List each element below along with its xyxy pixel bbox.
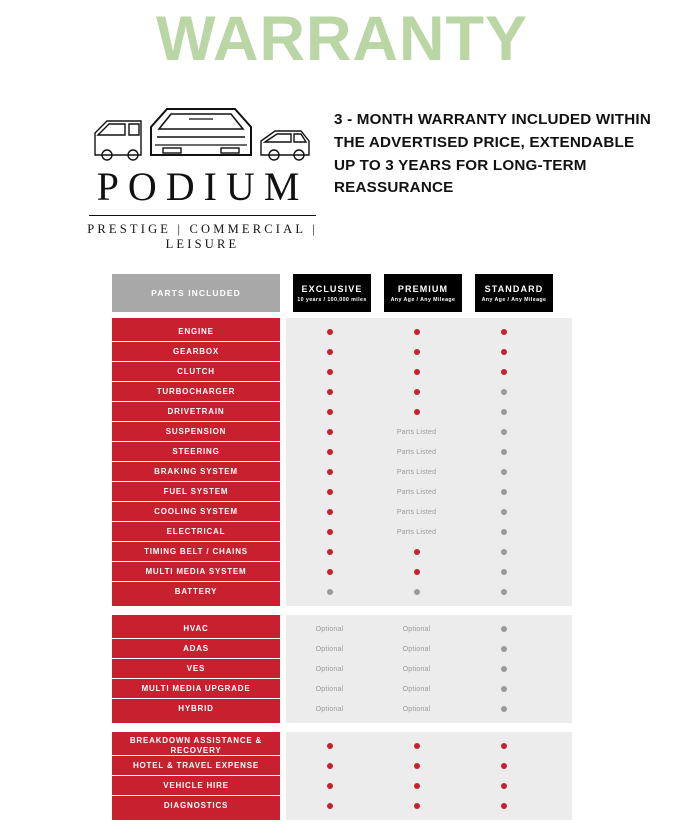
not-covered-dot-icon <box>501 409 507 415</box>
coverage-cell <box>460 743 547 749</box>
coverage-cell <box>460 686 547 692</box>
coverage-note: Parts Listed <box>396 528 437 536</box>
not-covered-dot-icon <box>501 429 507 435</box>
table-row <box>286 562 572 582</box>
coverage-cell <box>286 469 373 475</box>
coverage-cell <box>373 783 460 789</box>
coverage-cell <box>373 389 460 395</box>
coverage-cell <box>373 589 460 595</box>
warranty-table <box>0 252 684 820</box>
table-row <box>286 442 572 462</box>
table-row <box>286 776 572 796</box>
coverage-cell <box>373 706 460 713</box>
coverage-cell <box>286 449 373 455</box>
part-label-column <box>112 732 280 820</box>
covered-dot-icon <box>414 569 420 575</box>
covered-dot-icon <box>501 783 507 789</box>
covered-dot-icon <box>327 763 333 769</box>
coverage-cell <box>460 529 547 535</box>
table-row-label: STEERING <box>112 442 280 462</box>
coverage-cell <box>286 509 373 515</box>
coverage-note: Optional <box>402 665 431 673</box>
covered-dot-icon <box>327 783 333 789</box>
coverage-cell <box>286 569 373 575</box>
coverage-cell <box>460 763 547 769</box>
table-row-label: HVAC <box>112 619 280 639</box>
table-row-label: BREAKDOWN ASSISTANCE & RECOVERY <box>112 736 280 756</box>
table-row <box>286 659 572 679</box>
coverage-cell <box>460 666 547 672</box>
table-row-label: COOLING SYSTEM <box>112 502 280 522</box>
covered-dot-icon <box>414 349 420 355</box>
coverage-cell <box>286 743 373 749</box>
table-row <box>286 699 572 719</box>
plan-header-exclusive <box>293 274 371 312</box>
coverage-cell <box>373 686 460 693</box>
table-row <box>286 619 572 639</box>
logo-divider <box>89 215 316 216</box>
covered-dot-icon <box>327 349 333 355</box>
plan-header-premium <box>384 274 462 312</box>
coverage-note: Parts Listed <box>396 468 437 476</box>
coverage-note: Parts Listed <box>396 448 437 456</box>
part-label-column <box>112 615 280 723</box>
coverage-cell <box>286 589 373 595</box>
not-covered-dot-icon <box>501 549 507 555</box>
coverage-cell <box>373 329 460 335</box>
table-row <box>286 639 572 659</box>
coverage-note: Parts Listed <box>396 428 437 436</box>
coverage-cell <box>373 626 460 633</box>
table-row <box>286 756 572 776</box>
table-header-row <box>112 274 572 312</box>
part-label-column <box>112 318 280 606</box>
coverage-cell <box>286 489 373 495</box>
coverage-cell <box>373 763 460 769</box>
covered-dot-icon <box>327 329 333 335</box>
table-row-label: DIAGNOSTICS <box>163 801 229 811</box>
table-row <box>286 322 572 342</box>
table-row-label: ADAS <box>112 639 280 659</box>
covered-dot-icon <box>414 549 420 555</box>
table-row <box>286 502 572 522</box>
covered-dot-icon <box>327 429 333 435</box>
coverage-note: Parts Listed <box>396 508 437 516</box>
table-row-label: TURBOCHARGER <box>112 382 280 402</box>
coverage-cell <box>373 469 460 476</box>
plan-subtitle: Any Age / Any Mileage <box>481 296 547 303</box>
coverage-cell <box>460 329 547 335</box>
not-covered-dot-icon <box>501 469 507 475</box>
covered-dot-icon <box>501 743 507 749</box>
not-covered-dot-icon <box>501 389 507 395</box>
table-row-label: BATTERY <box>174 587 218 597</box>
coverage-cell <box>373 803 460 809</box>
covered-dot-icon <box>327 549 333 555</box>
coverage-cell <box>460 646 547 652</box>
covered-dot-icon <box>327 509 333 515</box>
coverage-cell <box>460 706 547 712</box>
coverage-note: Optional <box>402 645 431 653</box>
covered-dot-icon <box>414 783 420 789</box>
table-row <box>286 796 572 816</box>
coverage-cell <box>286 409 373 415</box>
coverage-cell <box>373 509 460 516</box>
plan-subtitle: Any Age / Any Mileage <box>390 296 456 303</box>
coverage-cell <box>460 389 547 395</box>
logo-tagline: PRESTIGE | COMMERCIAL | LEISURE <box>87 222 318 251</box>
plan-header-standard <box>475 274 553 312</box>
coverage-cell <box>286 783 373 789</box>
table-group <box>112 732 572 820</box>
covered-dot-icon <box>414 743 420 749</box>
coverage-cell <box>460 469 547 475</box>
table-row-label: MULTI MEDIA UPGRADE <box>112 679 280 699</box>
coverage-cell <box>373 349 460 355</box>
coverage-cell <box>460 549 547 555</box>
coverage-cell <box>373 489 460 496</box>
coverage-cell <box>373 429 460 436</box>
logo-wordmark: PODIUM <box>96 164 309 209</box>
plan-value-column <box>286 732 572 820</box>
coverage-note: Optional <box>315 645 344 653</box>
coverage-note: Optional <box>315 705 344 713</box>
table-row <box>286 736 572 756</box>
table-group <box>112 615 572 723</box>
plan-name: STANDARD <box>484 283 544 294</box>
coverage-cell <box>286 549 373 555</box>
coverage-cell <box>373 743 460 749</box>
coverage-cell <box>373 646 460 653</box>
covered-dot-icon <box>501 349 507 355</box>
covered-dot-icon <box>501 329 507 335</box>
not-covered-dot-icon <box>501 646 507 652</box>
coverage-cell <box>286 529 373 535</box>
coverage-cell <box>460 783 547 789</box>
plan-value-column <box>286 318 572 606</box>
coverage-cell <box>286 626 373 633</box>
not-covered-dot-icon <box>501 706 507 712</box>
not-covered-dot-icon <box>501 686 507 692</box>
covered-dot-icon <box>327 529 333 535</box>
table-row-label: HYBRID <box>178 704 214 714</box>
covered-dot-icon <box>414 409 420 415</box>
coverage-cell <box>460 449 547 455</box>
coverage-cell <box>286 646 373 653</box>
table-row-label: MULTI MEDIA SYSTEM <box>112 562 280 582</box>
coverage-cell <box>286 389 373 395</box>
coverage-cell <box>460 626 547 632</box>
table-row <box>286 462 572 482</box>
coverage-cell <box>460 569 547 575</box>
warranty-headline: 3 - MONTH WARRANTY INCLUDED WITHIN THE ADVERTISED PRICE, EXTENDABLE UP TO 3 YEARS FOR LONG-TERM REASSURANCE <box>334 111 652 197</box>
table-row-label: ENGINE <box>112 322 280 342</box>
table-row <box>286 582 572 602</box>
covered-dot-icon <box>414 803 420 809</box>
not-covered-dot-icon <box>501 529 507 535</box>
coverage-cell <box>286 349 373 355</box>
coverage-cell <box>460 409 547 415</box>
coverage-cell <box>286 429 373 435</box>
table-row-label: GEARBOX <box>112 342 280 362</box>
coverage-cell <box>460 429 547 435</box>
table-row <box>286 482 572 502</box>
table-row <box>286 382 572 402</box>
table-row <box>286 402 572 422</box>
coverage-cell <box>373 409 460 415</box>
coverage-note: Optional <box>402 705 431 713</box>
covered-dot-icon <box>501 803 507 809</box>
plan-name: PREMIUM <box>397 283 449 294</box>
table-group <box>112 318 572 606</box>
coverage-note: Optional <box>402 625 431 633</box>
covered-dot-icon <box>327 743 333 749</box>
not-covered-dot-icon <box>501 626 507 632</box>
plan-subtitle: 10 years / 100,000 miles <box>297 296 367 303</box>
covered-dot-icon <box>327 489 333 495</box>
plan-name: EXCLUSIVE <box>301 283 363 294</box>
coverage-note: Optional <box>315 665 344 673</box>
not-covered-dot-icon <box>501 489 507 495</box>
table-row-label: HOTEL & TRAVEL EXPENSE <box>112 756 280 776</box>
vehicles-illustration-icon <box>85 93 320 165</box>
coverage-cell <box>286 369 373 375</box>
covered-dot-icon <box>414 389 420 395</box>
not-covered-dot-icon <box>501 449 507 455</box>
covered-dot-icon <box>501 369 507 375</box>
coverage-cell <box>460 589 547 595</box>
covered-dot-icon <box>327 389 333 395</box>
covered-dot-icon <box>327 449 333 455</box>
table-row <box>286 679 572 699</box>
coverage-cell <box>286 666 373 673</box>
covered-dot-icon <box>327 569 333 575</box>
table-row <box>286 342 572 362</box>
coverage-cell <box>460 489 547 495</box>
covered-dot-icon <box>327 803 333 809</box>
coverage-cell <box>373 569 460 575</box>
coverage-cell <box>373 666 460 673</box>
coverage-cell <box>460 349 547 355</box>
coverage-cell <box>286 686 373 693</box>
not-covered-dot-icon <box>327 589 333 595</box>
table-row-label: BRAKING SYSTEM <box>112 462 280 482</box>
not-covered-dot-icon <box>501 589 507 595</box>
table-row <box>286 542 572 562</box>
coverage-cell <box>373 529 460 536</box>
coverage-cell <box>286 706 373 713</box>
coverage-note: Parts Listed <box>396 488 437 496</box>
not-covered-dot-icon <box>414 589 420 595</box>
covered-dot-icon <box>414 369 420 375</box>
table-row <box>286 422 572 442</box>
coverage-cell <box>460 369 547 375</box>
coverage-note: Optional <box>315 685 344 693</box>
table-row-label: CLUTCH <box>112 362 280 382</box>
table-row-label: TIMING BELT / CHAINS <box>112 542 280 562</box>
covered-dot-icon <box>501 763 507 769</box>
header-row <box>0 71 684 252</box>
coverage-cell <box>373 449 460 456</box>
table-row-label: DRIVETRAIN <box>112 402 280 422</box>
not-covered-dot-icon <box>501 509 507 515</box>
table-row-label: VEHICLE HIRE <box>112 776 280 796</box>
table-row-label: SUSPENSION <box>112 422 280 442</box>
covered-dot-icon <box>327 409 333 415</box>
table-row <box>286 522 572 542</box>
covered-dot-icon <box>327 369 333 375</box>
table-row-label: FUEL SYSTEM <box>112 482 280 502</box>
covered-dot-icon <box>327 469 333 475</box>
coverage-cell <box>286 329 373 335</box>
coverage-cell <box>286 763 373 769</box>
table-row-label: ELECTRICAL <box>112 522 280 542</box>
covered-dot-icon <box>414 329 420 335</box>
coverage-cell <box>460 803 547 809</box>
page-title: WARRANTY <box>156 4 528 74</box>
coverage-cell <box>373 549 460 555</box>
coverage-cell <box>373 369 460 375</box>
plan-value-column <box>286 615 572 723</box>
table-row <box>286 362 572 382</box>
coverage-cell <box>286 803 373 809</box>
coverage-note: Optional <box>402 685 431 693</box>
covered-dot-icon <box>414 763 420 769</box>
parts-included-header: PARTS INCLUDED <box>112 274 280 312</box>
table-groups <box>112 318 572 820</box>
not-covered-dot-icon <box>501 569 507 575</box>
coverage-cell <box>460 509 547 515</box>
not-covered-dot-icon <box>501 666 507 672</box>
coverage-note: Optional <box>315 625 344 633</box>
brand-logo <box>30 87 320 252</box>
table-row-label: VES <box>112 659 280 679</box>
